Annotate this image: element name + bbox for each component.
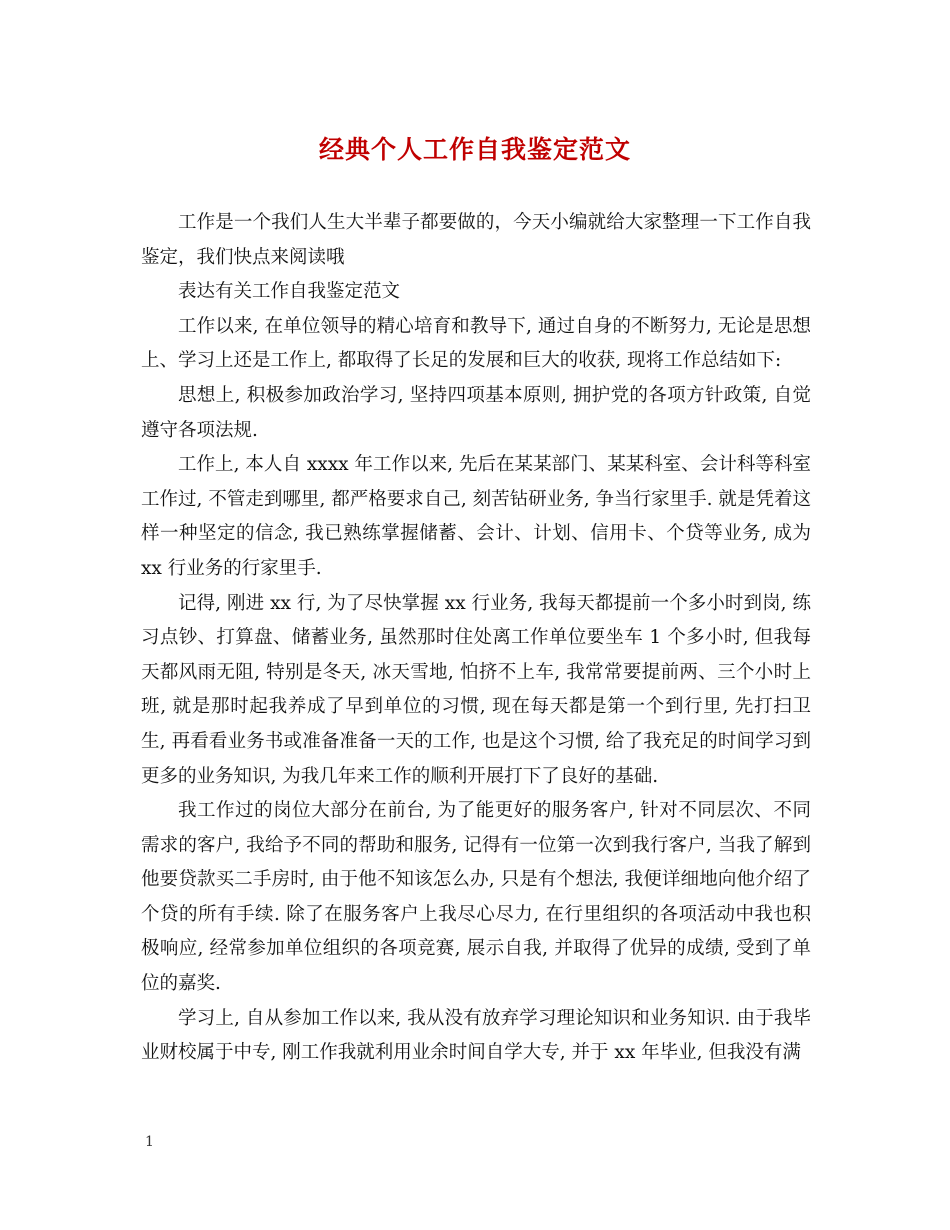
paragraph-summary: 工作以来, 在单位领导的精心培育和教导下, 通过自身的不断努力, 无论是思想上、学习上还是工作上, 都取得了长足的发展和巨大的收获, 现将工作总结如下: <box>141 315 811 372</box>
paragraph-intro: 工作是一个我们人生大半辈子都要做的，今天小编就给大家整理一下工作自我鉴定，我们快点来阅读哦 <box>141 212 811 268</box>
paragraph-work: 工作上, 本人自 xxxx 年工作以来, 先后在某某部门、某某科室、会计科等科室工作过, 不管走到哪里, 都严格要求自己, 刻苦钻研业务, 争当行家里手. 就是凭着这样一种坚定的信念, 我已熟练掌握储蓄、会计、计划、信用卡、个贷等业务, 成为 xx 行业务的行家里手. <box>141 454 811 579</box>
paragraph-subtitle: 表达有关工作自我鉴定范文 <box>178 281 401 303</box>
paragraph-memory: 记得, 刚进 xx 行, 为了尽快掌握 xx 行业务, 我每天都提前一个多小时到岗, 练习点钞、打算盘、储蓄业务, 虽然那时住处离工作单位要坐车 1 个多小时, 但我每天都风雨无阻, 特别是冬天, 冰天雪地, 怕挤不上车, 我常常要提前两、三个小时上班, 就是那时起我养成了早到单位的习惯, 现在每天都是第一个到行里, 先打扫卫生, 再看看业务书或准备准备一天的工作, 也是这个习惯, 给了我充足的时间学习到更多的业务知识, 为我几年来工作的顺利开展打下了良好的基础. <box>141 592 811 787</box>
document-body <box>141 206 811 1071</box>
document-title: 经典个人工作自我鉴定范文 <box>318 135 631 164</box>
paragraph-thought: 思想上, 积极参加政治学习, 坚持四项基本原则, 拥护党的各项方针政策, 自觉遵守各项法规. <box>141 384 811 441</box>
paragraph-service: 我工作过的岗位大部分在前台, 为了能更好的服务客户, 针对不同层次、不同需求的客户, 我给予不同的帮助和服务, 记得有一位第一次到我行客户, 当我了解到他要贷款买二手房时, 由于他不知该怎么办, 只是有个想法, 我便详细地向他介绍了个贷的所有手续. 除了在服务客户上我尽心尽力, 在行里组织的各项活动中我也积极响应, 经常参加单位组织的各项竞赛, 展示自我, 并取得了优异的成绩, 受到了单位的嘉奖. <box>141 800 811 995</box>
paragraph-study: 学习上, 自从参加工作以来, 我从没有放弃学习理论知识和业务知识. 由于我毕业财校属于中专, 刚工作我就利用业余时间自学大专, 并于 xx 年毕业, 但我没有满 <box>141 1007 811 1064</box>
page-number: 1 <box>145 1134 154 1150</box>
